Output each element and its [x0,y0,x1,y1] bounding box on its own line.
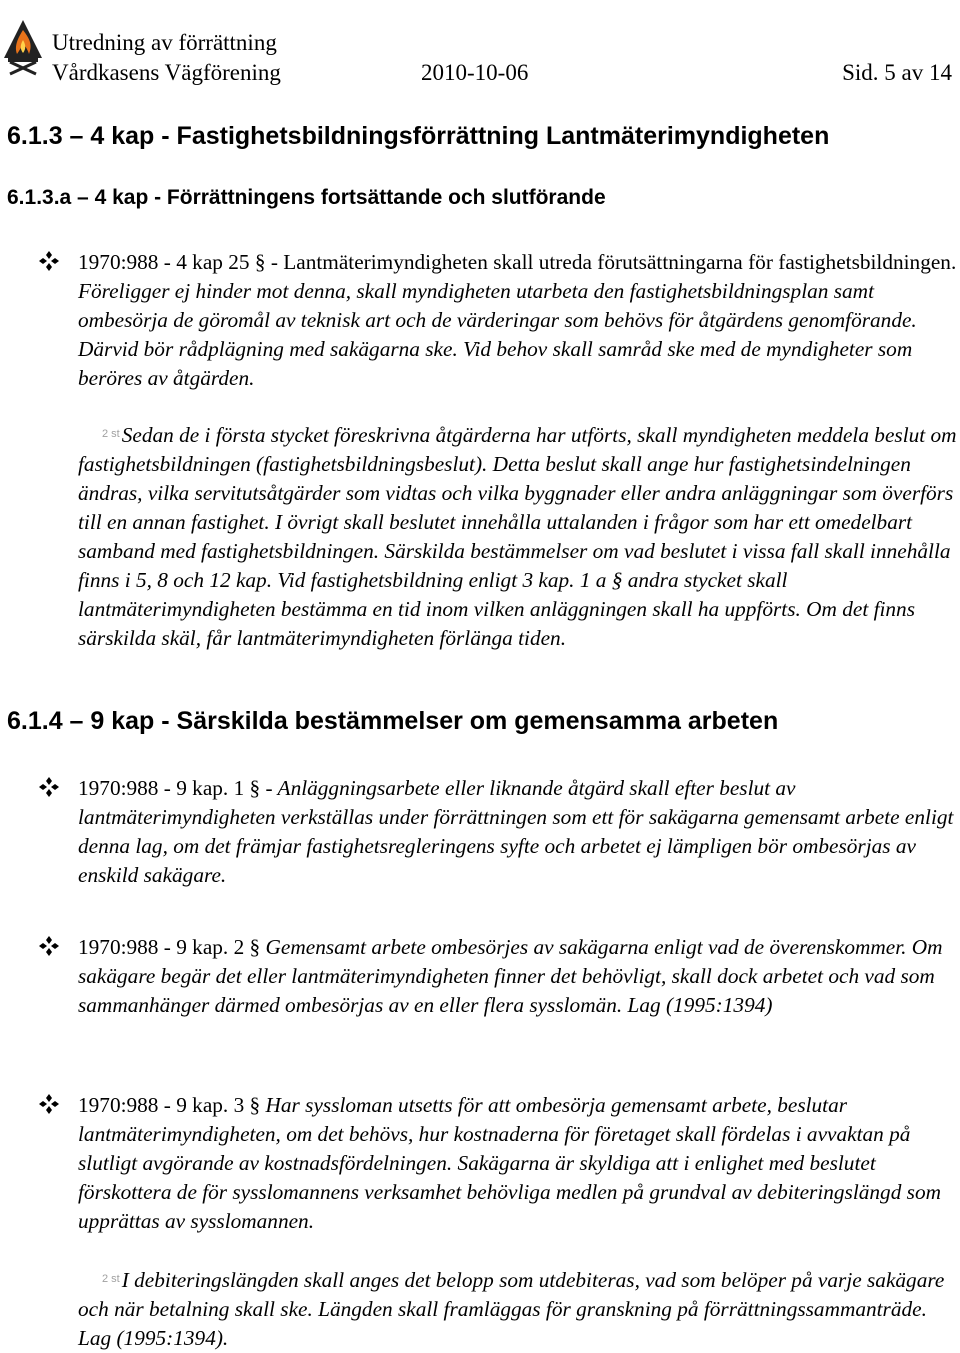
law-reference: 1970:988 - 9 kap. 3 § [78,1093,261,1117]
page-header [0,14,960,85]
law-reference: 1970:988 - 9 kap. 1 § [78,776,261,800]
paragraph-text: - Anläggningsarbete eller liknande åtgärd skall efter beslut av lantmäterimyndigheten verkställas under förrättningen som ett för sakägarna gemensamt arbete enligt denna lag, om det främjar fastighetsregleringens syfte och arbetet ej lämpligen bör ombesörjas av enskild sakägare. [78,776,954,887]
section-heading-6-1-3: 6.1.3 – 4 kap - Fastighetsbildningsförrättning Lantmäterimyndigheten [7,122,830,150]
law-reference: 1970:988 - 9 kap. 2 § [78,935,261,959]
paragraph-9kap1 [78,774,958,890]
paragraph-4kap25 [78,248,958,393]
document-date: 2010-10-06 [421,60,529,85]
paragraph-text: Föreligger ej hinder mot denna, skall myndigheten utarbeta den fastighetsbildningsplan samt ombesörja de göromål av teknisk art och de värderingar som behövs för åtgärdens genomförande. Därvid bör rådplägning med sakägarna ske. Vid behov skall samråd ske med de myndigheter som beröres av åtgärden. [78,279,917,390]
paragraph-text: I debiteringslängden skall anges det belopp som utdebiteras, vad som belöper på varje sakägare och när betalning skall ske. Längden skall framläggas för granskning på förrättningssammanträde. Lag (1995:1394). [78,1268,945,1350]
stycke-marker: 2 st [102,428,120,440]
fire-logo-icon [2,18,44,76]
paragraph-4kap25-st2 [78,420,958,653]
organization-name: Vårdkasens Vägförening [52,60,281,85]
section-heading-6-1-4: 6.1.4 – 9 kap - Särskilda bestämmelser om gemensamma arbeten [7,707,779,735]
paragraph-text: Sedan de i första stycket föreskrivna åtgärderna har utförts, skall myndigheten meddela beslut om fastighetsbildningen (fastighetsbildningsbeslut). Detta beslut skall ange hur fastighetsindelningen ändras, vilka servitutsåtgärder som vidtas och vilka byggnader eller andra anläggningar som överförs till en annan fastighet. I övrigt skall beslutet innehålla uttalanden i frågor som har ett omedelbart samband med fastighetsbildningen. Särskilda bestämmelser om vad beslutet i vissa fall skall innehålla finns i 5, 8 och 12 kap. Vid fastighetsbildning enligt 3 kap. 1 a § andra stycket skall lantmäterimyndigheten bestämma en tid inom vilken anläggningen skall ha uppförts. Om det finns särskilda skäl, får lantmäterimyndigheten förlänga tiden. [78,423,957,650]
paragraph-text: Har syssloman utsetts för att ombesörja gemensamt arbete, beslutar lantmäterimyndigheten, om det behövs, hur kostnaderna för företaget skall fördelas i avvaktan på slutligt avgörande av kostnadsfördelningen. Sakägarna är skyldiga att i enlighet med beslutet förskottera de för sysslomannens verksamhet behövliga medlen på grundval av debiteringslängd som upprättas av sysslomannen. [78,1093,941,1233]
law-reference: 1970:988 - 4 kap 25 § - Lantmäterimyndigheten skall utreda förutsättningarna för fastighetsbildningen. [78,250,957,274]
paragraph-text: Gemensamt arbete ombesörjes av sakägarna enligt vad de överenskommer. Om sakägare begär det eller lantmäterimyndigheten finner det behövligt, skall dock arbetet och vad som sammanhänger därmed ombesörjas av en eller flera sysslomän. Lag (1995:1394) [78,935,943,1017]
four-diamond-bullet-icon [38,1093,60,1115]
document-title: Utredning av förrättning [52,30,277,55]
paragraph-9kap3 [78,1091,958,1236]
four-diamond-bullet-icon [38,776,60,798]
four-diamond-bullet-icon [38,250,60,272]
page-number: Sid. 5 av 14 [842,60,952,85]
paragraph-9kap3-st2 [78,1265,958,1353]
paragraph-9kap2 [78,933,958,1020]
stycke-marker: 2 st [102,1273,120,1285]
four-diamond-bullet-icon [38,935,60,957]
section-heading-6-1-3-a: 6.1.3.a – 4 kap - Förrättningens fortsättande och slutförande [7,186,606,209]
